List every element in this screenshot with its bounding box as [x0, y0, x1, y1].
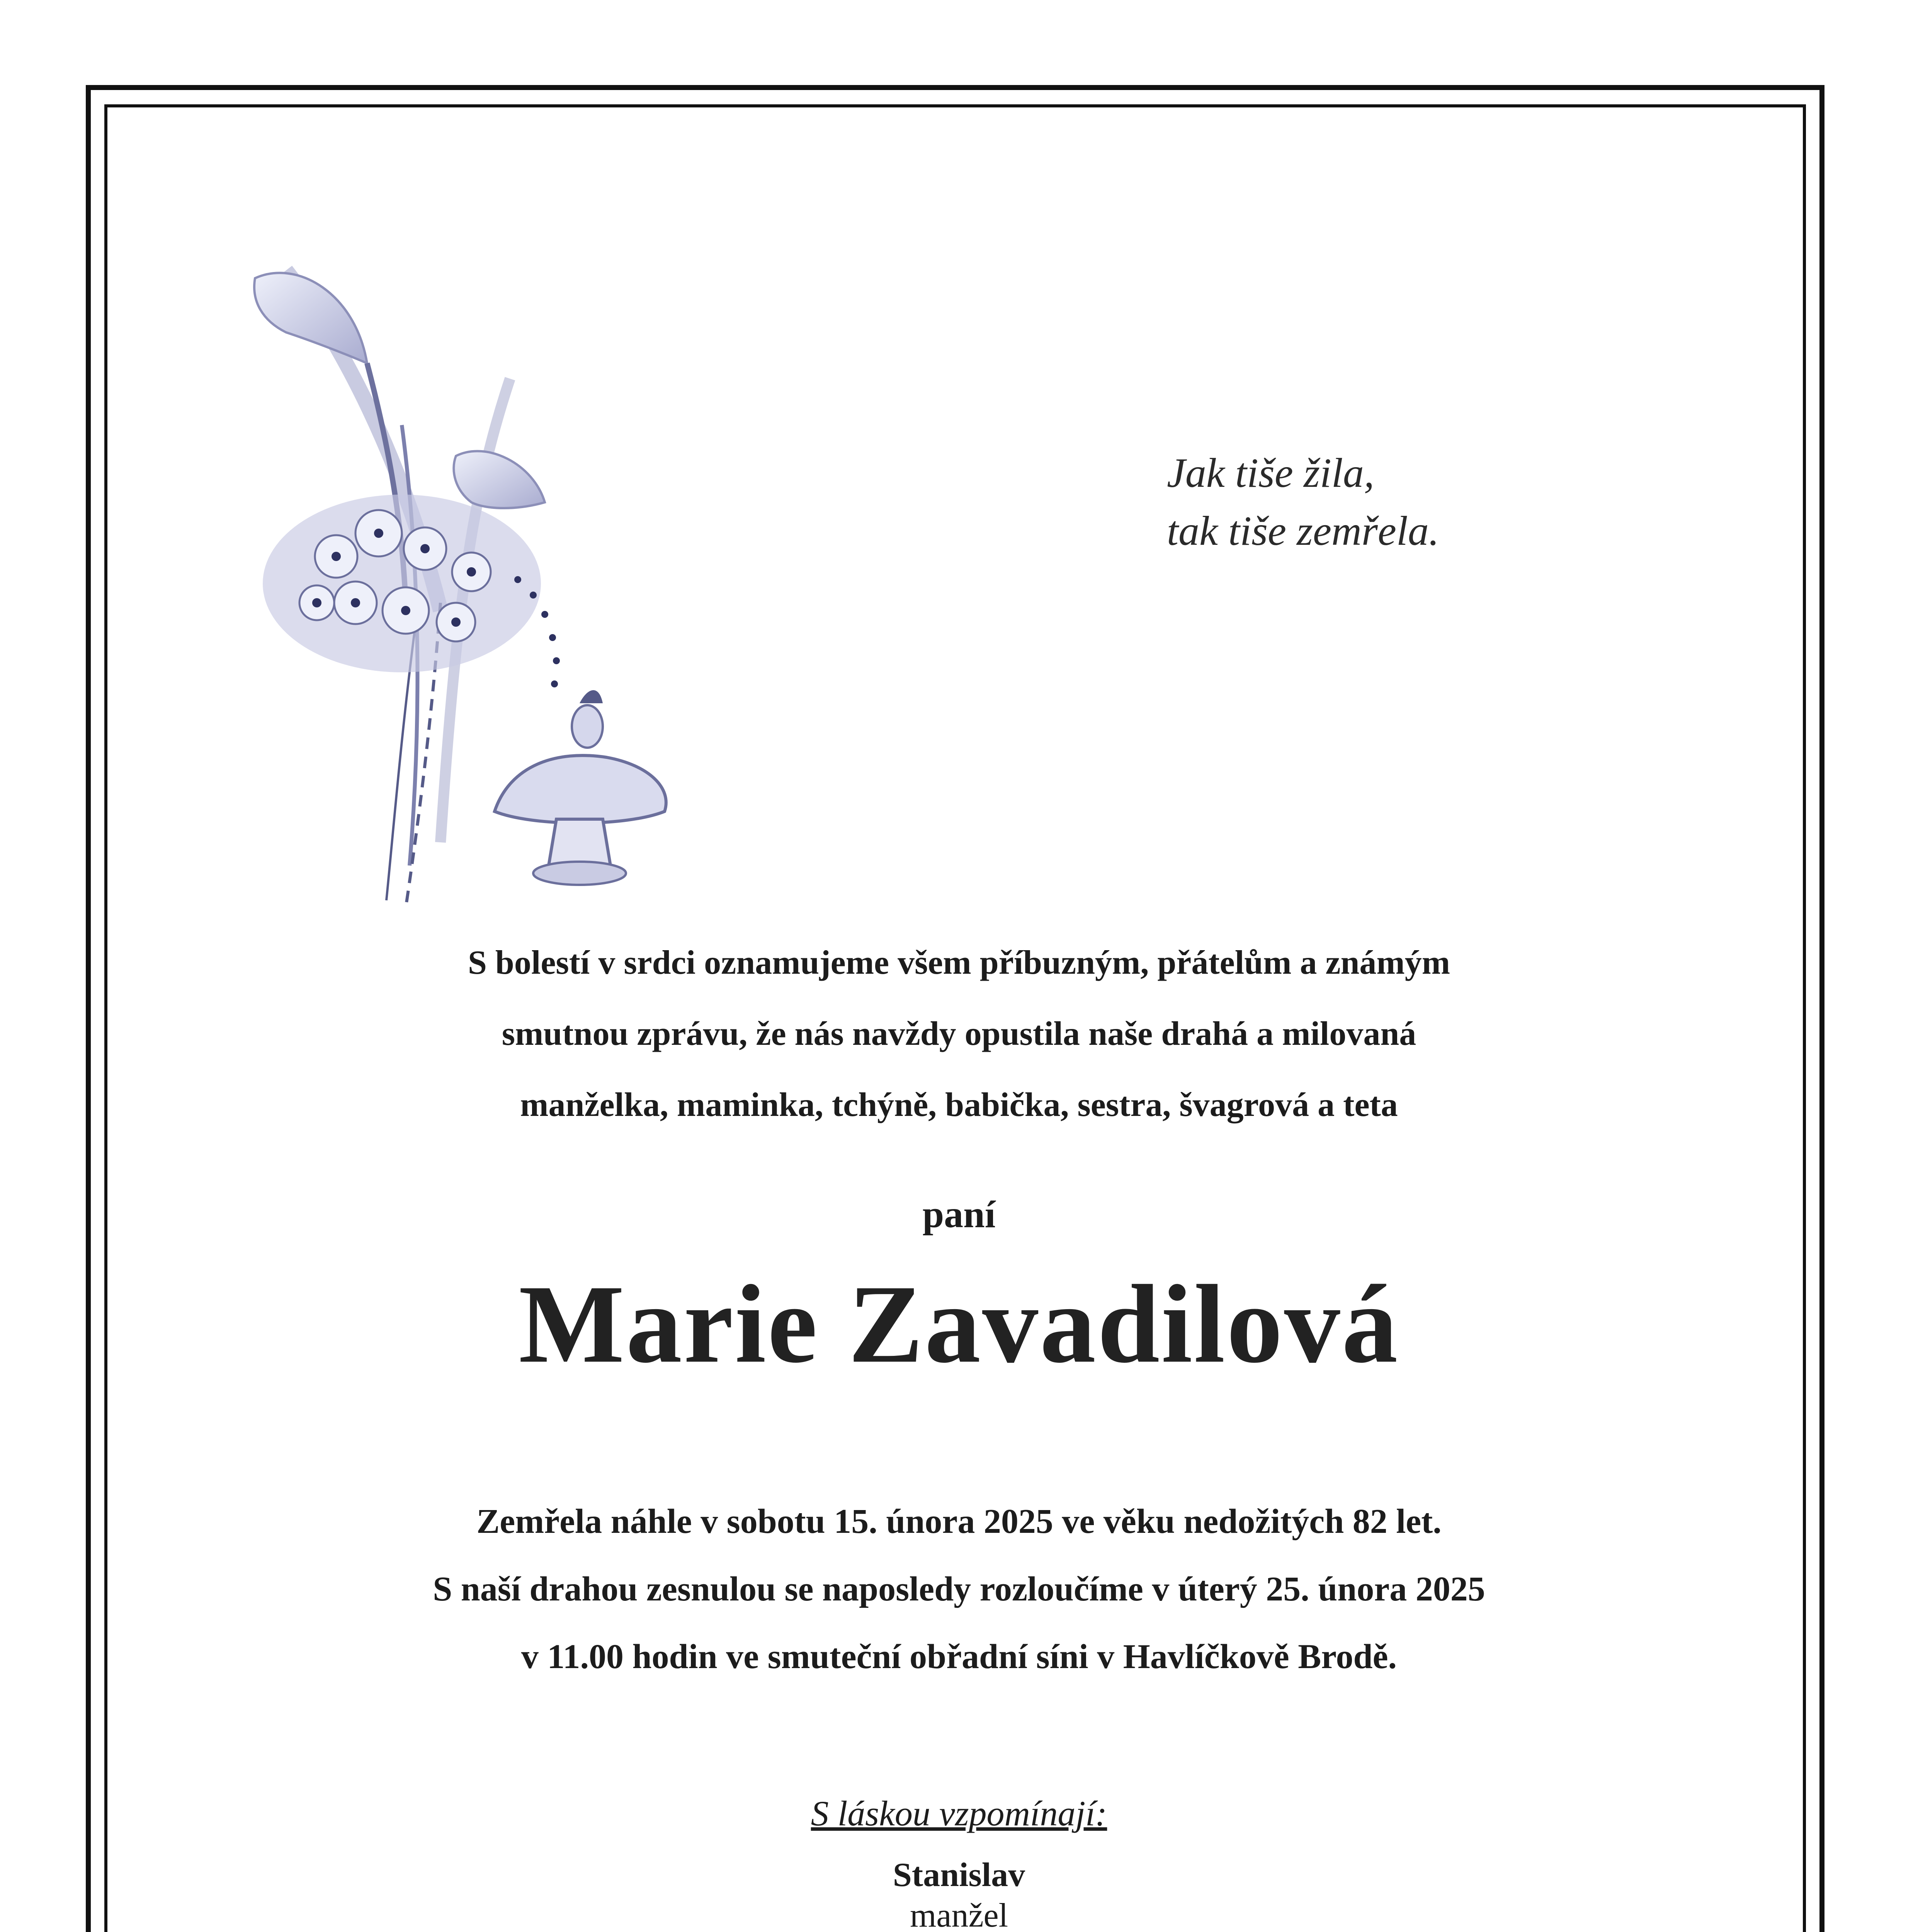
- announcement-line-1: S bolestí v srdci oznamujeme všem příbuzným, přátelům a známým: [468, 944, 1450, 981]
- mourner-relation: manžel: [910, 1897, 1008, 1932]
- announcement: [0, 927, 1918, 1141]
- death-info-line-2: S naší drahou zesnulou se naposledy rozloučíme v úterý 25. února 2025: [433, 1570, 1485, 1608]
- mourners-heading: S láskou vzpomínají:: [811, 1794, 1107, 1833]
- deceased-name: Marie Zavadilová: [519, 1262, 1399, 1386]
- announcement-line-3: manželka, maminka, tchýně, babička, sestra, švagrová a teta: [520, 1086, 1398, 1124]
- mourner-name: Stanislav: [893, 1856, 1025, 1894]
- death-info-line-1: Zemřela náhle v sobotu 15. února 2025 ve věku nedožitých 82 let.: [476, 1502, 1442, 1541]
- motto: [1167, 444, 1439, 560]
- mourner-spouse: [766, 1855, 1152, 1932]
- motto-line-2: tak tiše zemřela.: [1167, 508, 1439, 554]
- honorific: paní: [922, 1193, 996, 1236]
- announcement-line-2: smutnou zprávu, že nás navždy opustila naše drahá a milovaná: [502, 1015, 1416, 1053]
- calla-lily-bouquet-with-oil-lamp-icon: [240, 263, 688, 916]
- death-info-line-3: v 11.00 hodin ve smuteční obřadní síni v Havlíčkově Brodě.: [521, 1638, 1397, 1676]
- death-info: [0, 1488, 1918, 1690]
- motto-line-1: Jak tiše žila,: [1167, 450, 1374, 496]
